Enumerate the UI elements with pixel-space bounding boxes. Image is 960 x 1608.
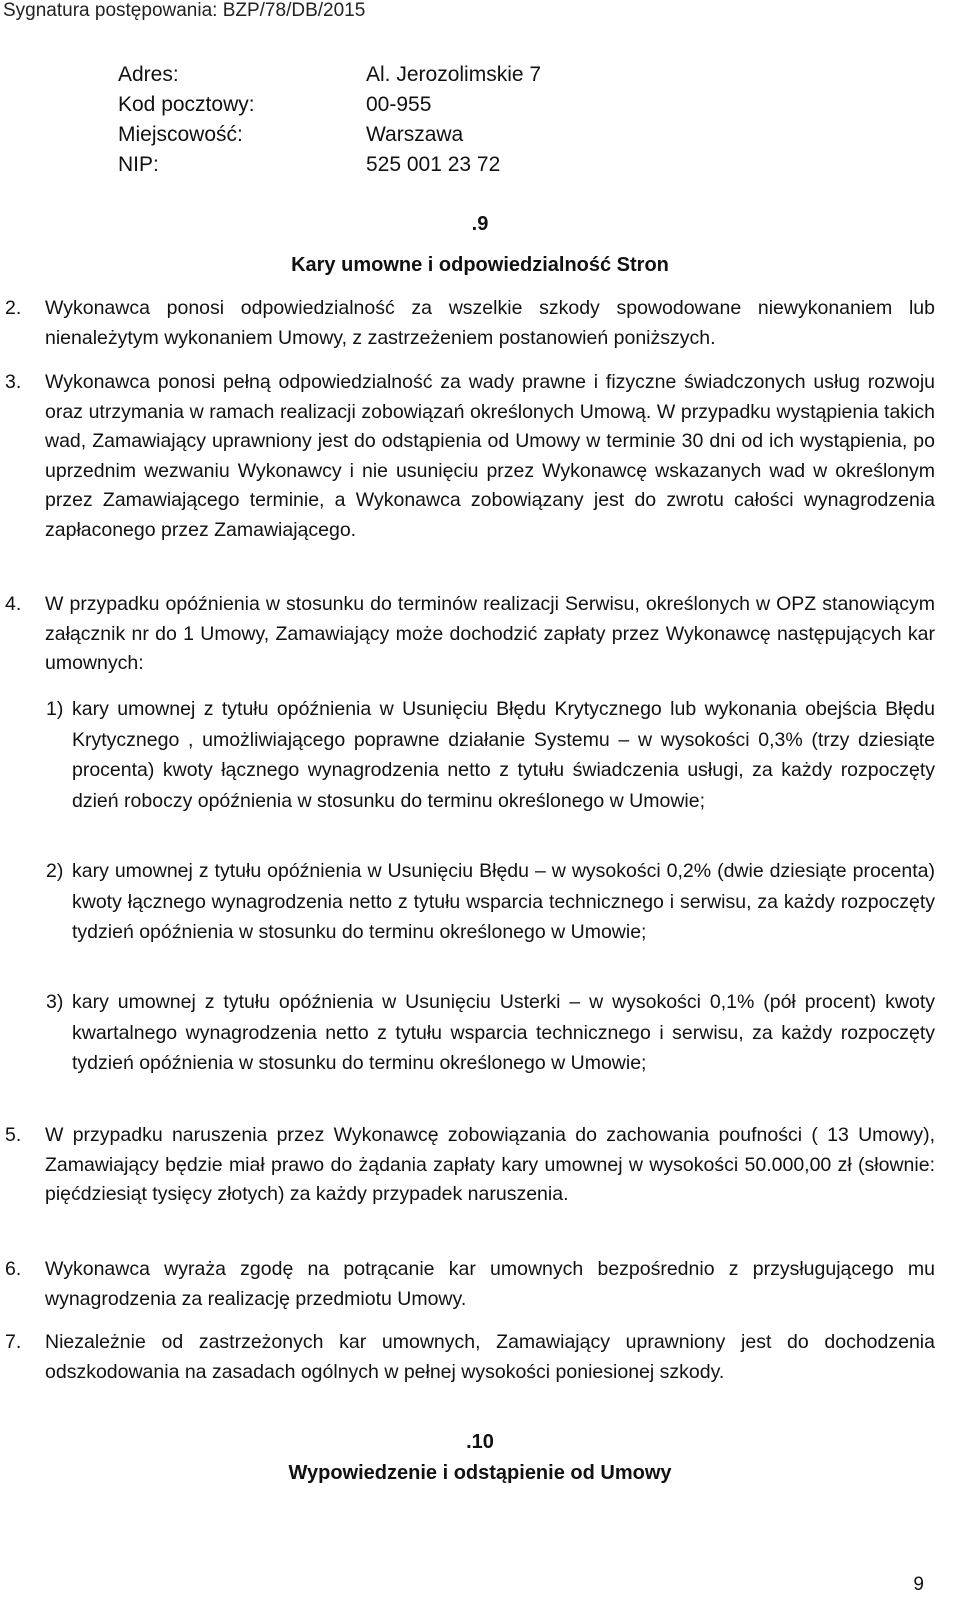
penalty-item-2: [46, 856, 935, 948]
address-row: [118, 60, 541, 90]
penalty-item-1: [46, 694, 935, 816]
address-label: Adres:: [118, 63, 179, 86]
address-value: Al. Jerozolimskie 7: [366, 63, 542, 86]
item-text: kary umownej z tytułu opóźnienia w Usunięciu Błędu – w wysokości 0,2% (dwie dziesiąte procenta) kwoty łącznego wynagrodzenia netto z tytułu wsparcia technicznego i serwisu, za każdy rozpoczęty tydzień opóźnienia w stosunku do terminu określonego w Umowie;: [72, 860, 935, 943]
case-signature: Sygnatura postępowania: BZP/78/DB/2015: [3, 0, 366, 21]
item-text: kary umownej z tytułu opóźnienia w Usunięciu Usterki – w wysokości 0,1% (pół procent) kwoty kwartalnego wynagrodzenia netto z tytułu wsparcia technicznego i serwisu, za każdy rozpoczęty tydzień opóźnienia w stosunku do terminu określonego w Umowie;: [72, 991, 935, 1074]
page-number: 9: [913, 1574, 924, 1595]
section-9-title: Kary umowne i odpowiedzialność Stron: [291, 254, 669, 276]
city-value: Warszawa: [366, 123, 464, 146]
item-number: 3): [46, 991, 64, 1013]
paragraph-text: W przypadku opóźnienia w stosunku do terminów realizacji Serwisu, określonych w OPZ stanowiącym załącznik nr do 1 Umowy, Zamawiający może dochodzić zapłaty przez Wykonawcę następujących kar umownych:: [45, 593, 935, 674]
paragraph-number: 6.: [5, 1258, 22, 1280]
paragraph-3: [5, 368, 935, 545]
paragraph-number: 5.: [5, 1124, 22, 1146]
section-10-title: Wypowiedzenie i odstąpienie od Umowy: [288, 1462, 672, 1484]
city-row: [118, 120, 541, 150]
nip-row: [118, 150, 541, 180]
item-number: 2): [46, 860, 64, 882]
item-text: kary umownej z tytułu opóźnienia w Usunięciu Błędu Krytycznego lub wykonania obejścia Błędu Krytycznego , umożliwiającego poprawne działanie Systemu – w wysokości 0,3% (trzy dziesiąte procenta) kwoty łącznego wynagrodzenia netto z tytułu świadczenia usługi, za każdy rozpoczęty dzień roboczy opóźnienia w stosunku do terminu określonego w Umowie;: [72, 698, 935, 812]
paragraph-7: [5, 1328, 935, 1387]
paragraph-text: Wykonawca ponosi pełną odpowiedzialność za wady prawne i fizyczne świadczonych usług rozwoju oraz utrzymania w ramach realizacji zobowiązań określonych Umową. W przypadku wystąpienia takich wad, Zamawiający uprawniony jest do odstąpienia od Umowy w terminie 30 dni od ich wystąpienia, po uprzednim wezwaniu Wykonawcy i nie usunięciu przez Wykonawcę wskazanych wad w określonym przez Zamawiającego terminie, a Wykonawca zobowiązany jest do zwrotu całości wynagrodzenia zapłaconego przez Zamawiającego.: [45, 371, 935, 541]
paragraph-text: Niezależnie od zastrzeżonych kar umownych, Zamawiający uprawniony jest do dochodzenia odszkodowania na zasadach ogólnych w pełnej wysokości poniesionej szkody.: [45, 1331, 935, 1383]
paragraph-5: [5, 1121, 935, 1210]
section-9-number: .9: [471, 213, 489, 235]
nip-label: NIP:: [118, 153, 159, 176]
paragraph-6: [5, 1255, 935, 1314]
paragraph-number: 7.: [5, 1331, 22, 1353]
paragraph-number: 4.: [5, 593, 22, 615]
address-block: [118, 60, 541, 180]
paragraph-2: [5, 294, 935, 353]
postal-code-value: 00-955: [366, 93, 432, 116]
nip-value: 525 001 23 72: [366, 153, 501, 176]
section-10-number: .10: [466, 1431, 494, 1453]
item-number: 1): [46, 698, 64, 720]
paragraph-number: 2.: [5, 297, 22, 319]
paragraph-text: Wykonawca ponosi odpowiedzialność za wszelkie szkody spowodowane niewykonaniem lub nienależytym wykonaniem Umowy, z zastrzeżeniem postanowień poniższych.: [45, 297, 935, 349]
paragraph-text: Wykonawca wyraża zgodę na potrącanie kar umownych bezpośrednio z przysługującego mu wynagrodzenia za realizację przedmiotu Umowy.: [45, 1258, 935, 1310]
postal-code-row: [118, 90, 541, 120]
paragraph-text: W przypadku naruszenia przez Wykonawcę zobowiązania do zachowania poufności ( 13 Umowy), Zamawiający będzie miał prawo do żądania zapłaty kary umownej w wysokości 50.000,00 zł (słownie: pięćdziesiąt tysięcy złotych) za każdy przypadek naruszenia.: [45, 1124, 935, 1205]
city-label: Miejscowość:: [118, 123, 243, 146]
paragraph-number: 3.: [5, 371, 22, 393]
penalty-item-3: [46, 987, 935, 1079]
postal-code-label: Kod pocztowy:: [118, 93, 255, 116]
paragraph-4: [5, 590, 935, 679]
